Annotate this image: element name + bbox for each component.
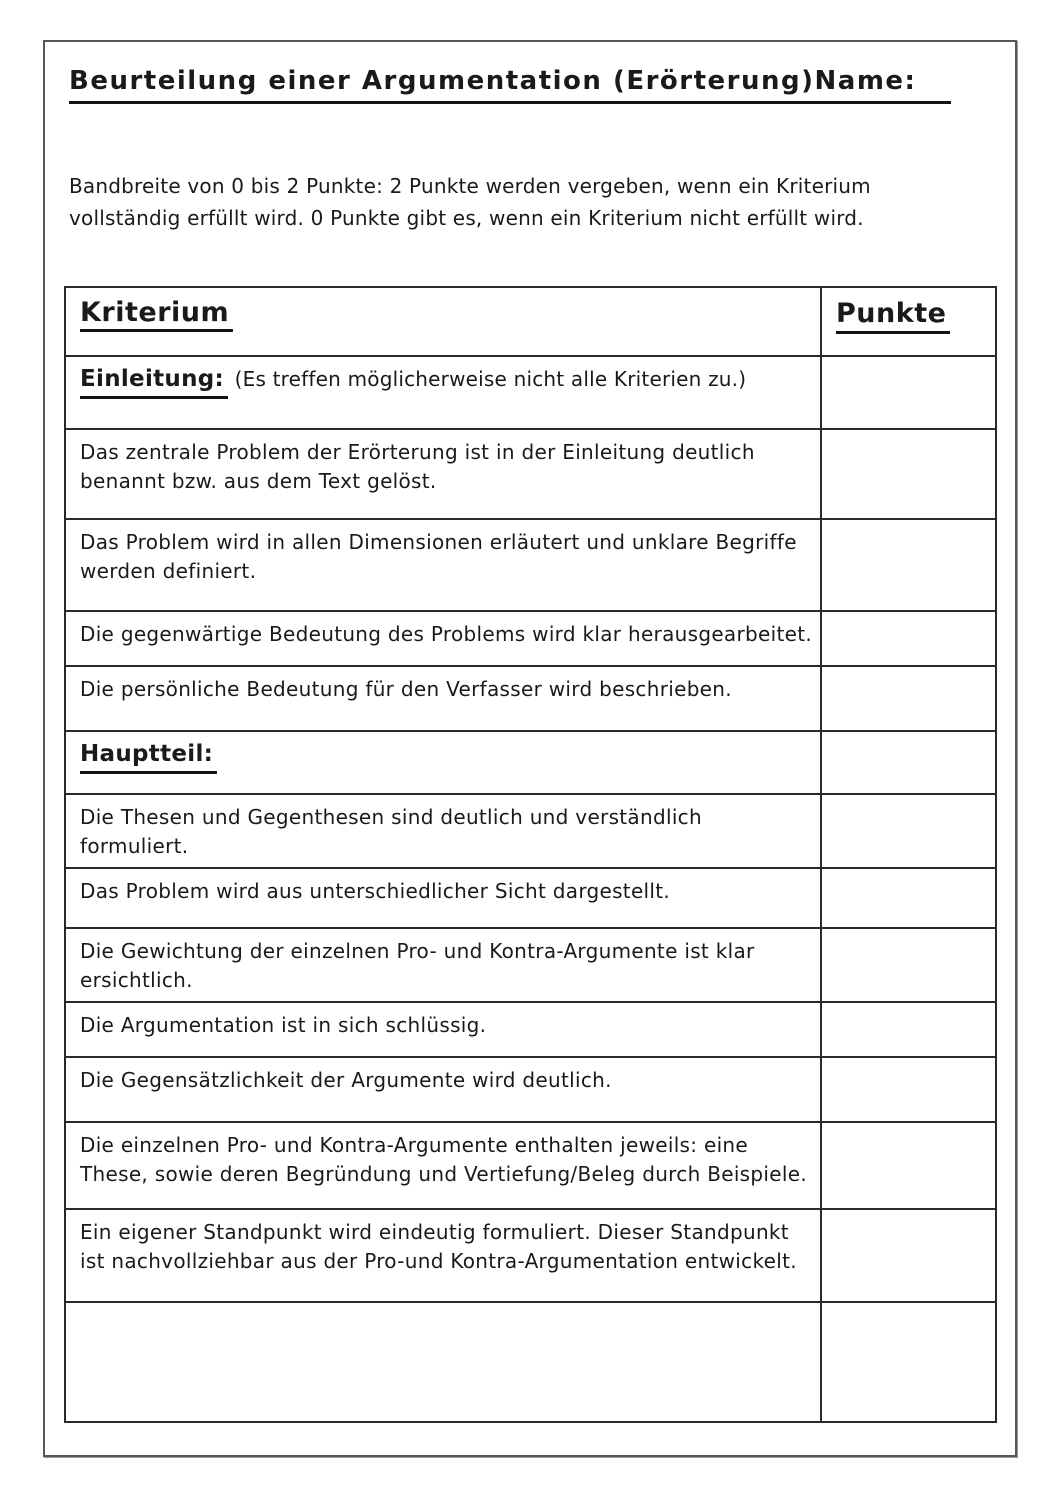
points-cell [822, 732, 995, 793]
points-cell [822, 869, 995, 927]
worksheet-page [43, 40, 1017, 1457]
points-cell [822, 667, 995, 730]
title-row [69, 66, 951, 104]
table-row [66, 1058, 995, 1123]
criterion-cell: Die gegenwärtige Bedeutung des Problems wird klar herausgearbeitet. [66, 612, 822, 665]
points-cell [822, 1123, 995, 1208]
criterion-header-cell [66, 288, 822, 355]
table-row [66, 795, 995, 869]
table-row [66, 1210, 995, 1303]
criterion-cell: Die einzelnen Pro- und Kontra-Argumente enthalten jeweils: eine These, sowie deren Begründung und Vertiefung/Beleg durch Beispiele. [66, 1123, 822, 1208]
table-row [66, 520, 995, 612]
section-note: (Es treffen möglicherweise nicht alle Kriterien zu.) [228, 367, 747, 391]
table-row [66, 929, 995, 1003]
criterion-cell: Die Gewichtung der einzelnen Pro- und Kontra-Argumente ist klar ersichtlich. [66, 929, 822, 1001]
page-title: Beurteilung einer Argumentation (Erörterung) [69, 66, 815, 96]
criterion-cell: Die Gegensätzlichkeit der Argumente wird deutlich. [66, 1058, 822, 1121]
points-cell [822, 1058, 995, 1121]
criteria-table [64, 286, 997, 1423]
points-header-cell [822, 288, 995, 355]
points-cell [822, 1303, 995, 1421]
points-cell [822, 430, 995, 518]
criterion-cell [66, 1303, 822, 1421]
table-row [66, 1123, 995, 1210]
points-cell [822, 795, 995, 867]
table-row [66, 732, 995, 795]
criterion-cell [66, 357, 822, 428]
scoring-instructions: Bandbreite von 0 bis 2 Punkte: 2 Punkte werden vergeben, wenn ein Kriterium vollständig erfüllt wird. 0 Punkte gibt es, wenn ein Kriterium nicht erfüllt wird. [69, 174, 871, 230]
points-cell [822, 357, 995, 428]
points-header-label: Punkte [836, 298, 950, 334]
criterion-cell: Die Argumentation ist in sich schlüssig. [66, 1003, 822, 1056]
table-row [66, 869, 995, 929]
criterion-cell: Die persönliche Bedeutung für den Verfasser wird beschrieben. [66, 667, 822, 730]
section-label: Einleitung: [80, 365, 228, 399]
table-row [66, 667, 995, 732]
criterion-cell [66, 732, 822, 793]
name-label: Name: [814, 66, 917, 96]
points-cell [822, 520, 995, 610]
criterion-cell: Die Thesen und Gegenthesen sind deutlich und verständlich formuliert. [66, 795, 822, 867]
criterion-header-label: Kriterium [80, 298, 233, 332]
section-label: Hauptteil: [80, 740, 217, 774]
table-header-row [66, 288, 995, 357]
points-cell [822, 1210, 995, 1301]
table-row [66, 1303, 995, 1421]
table-row [66, 430, 995, 520]
criterion-cell: Ein eigener Standpunkt wird eindeutig formuliert. Dieser Standpunkt ist nachvollziehbar aus der Pro-und Kontra-Argumentation entwickelt. [66, 1210, 822, 1301]
criterion-cell: Das zentrale Problem der Erörterung ist in der Einleitung deutlich benannt bzw. aus dem Text gelöst. [66, 430, 822, 518]
criterion-cell: Das Problem wird aus unterschiedlicher Sicht dargestellt. [66, 869, 822, 927]
points-cell [822, 1003, 995, 1056]
table-row [66, 1003, 995, 1058]
criterion-cell: Das Problem wird in allen Dimensionen erläutert und unklare Begriffe werden definiert. [66, 520, 822, 610]
points-cell [822, 929, 995, 1001]
table-row [66, 357, 995, 430]
points-cell [822, 612, 995, 665]
table-row [66, 612, 995, 667]
